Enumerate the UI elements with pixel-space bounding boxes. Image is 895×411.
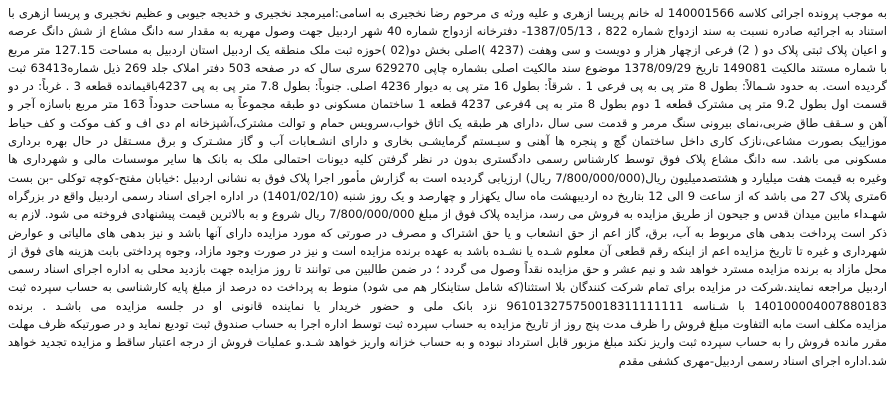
notice-line: مقرر مانده فروش را به حساب سپرده ثبت واریز نکند مبلغ مزبور قابل استرداد نبوده و به حساب خزانه واریز خواهد شـد.و عملیات فروش از درجه اعتبار ساقط و مزایده تجدید خواهد [8, 335, 887, 350]
notice-line: با شماره مستند مالکیت 149081 تاریخ 1378/09/29 موضوع سند مالکیت اصلی بشماره چاپی 629270 سری سال که در صفحه 503 دفتر املاک جلد 269 ذیل شماره63413 ثبت [8, 60, 887, 75]
notice-line: اردبیل مراجعه نمایند.شرکت در مزایده برای تمام شرکت کنندگان بلا استثنا(که شامل ستاینکار هم می شود) منوط به پرداخت ده درصد از مبلغ پایه کارشناسی به حساب سپرده ثبت [8, 280, 887, 295]
notice-line: 140100004007880183 با شـناسه 961013275750018311111111 نزد بانک ملی و حضور خریدار یا نماینده قانونی او در جلسه مزایده می باشـد . برنده [8, 298, 887, 313]
notice-line: شهـداء مابین میدان قدس و جیحون از طریق مزایده به فروش می رسد، مزایده پلاک فوق از مبلغ 7/800/000/000 ریال شروع و به بالاترین قیمت پیشنهادی فروخته می شود. لازم به [8, 207, 887, 222]
notice-line: ذکر است پرداخت بدهی های مربوط به آب، برق، گاز اعم از حق انشعاب و یا حق اشتراک و مصرف در صورتی که مورد مزایده دارای آنها باشد و نیز بدهی های مالیاتی و عوارض [8, 225, 887, 240]
notice-line: قسمت اول بطول 9.2 متر پی مشترک قطعه 1 دوم بطول 8 متر به پی 4فرعی 4237 قطعه 1 ساختمان مسکونی دو طبقه مجموعاً به مساحت حدوداً 163 متر مربع باسازه آجر و [8, 97, 887, 112]
notice-line: وغیره به قیمت هفت میلیارد و هشتصدمیلیون ریال(7/800/000/000 ریال) ارزیابی گردیده است به گزارش مأمور اجرا پلاک فوق به نشانی اردبیل :خیابان مفتح-کوچه توکلی -بن بست [8, 170, 887, 185]
notice-line: موزاییک بصورت مشاعی،نازک کاری داخل ساختمان گچ و پنجره ها آهنی و سیـستم گرمایشـی بخاری و دارای انشـعابات آب و گاز مشـترک و برق مسـتقل در حال بهره برداری [8, 134, 887, 149]
notice-line: مزایده مکلف است مابه التفاوت مبلغ فروش را ظرف مدت پنج روز از تاریخ مزایده به حساب سپرده ثبت توسط اداره اجرا به حساب صندوق ثبت تودیع نماید و در صورتیکه ظرف مهلت [8, 317, 887, 332]
notice-line: گردیده است. به حدود شـمالاً: بطول 8 متر پی به پی فرعی 1 . شرقاً: بطول 16 متر پی به دیوار 4236 اصلی. جنوباً: بطول 7.8 متر پی به پی 4237باقیمانده قطعه 3 . غرباً: در دو [8, 79, 887, 94]
notice-signature-line: شد.اداره اجرای اسناد رسمی اردبیل-مهری کشفی مقدم [618, 353, 887, 368]
notice-line: به موجب پرونده اجرائی کلاسه 140001566 له خانم پریسا ازهری و علیه ورثه ی مرحوم رضا نخجیری به اسامی:امیرمجد نخجیری و خدیجه جیوبی و عظیم نخجیری و پریسا ازهری با [8, 6, 887, 20]
notice-line: و اعیان پلاک ثبتی پلاک دو ( 2) فرعی ازچهار هزار و دویست و سی وهفت (4237 )اصلی بخش دو(02 )حوزه ثبت ملک منطقه یک اردبیل استان اردبیل به مساحت 127.15 متر مربع [8, 42, 887, 57]
notice-line: 6متری پلاک 27 می باشد که از ساعت 9 الی 12 بتاریخ ده اردیبهشت ماه سال یکهزار و چهارصد و یک روز شنبه (1401/02/10) در اداره اجرای اسناد رسمی اردبیل واقع در بزرگراه [8, 188, 887, 203]
notice-line: استناد به اجرائیه صادره نسبت به سند ازدواج شماره 822 ، 1387/05/13- دفترخانه ازدواج شماره 40 شهر اردبیل جهت وصول مهریه به مقدار سه دانگ مشاع از شش دانگ عرصه [8, 24, 887, 39]
notice-line: مسکونی می باشد. سه دانگ مشاع پلاک فوق توسط کارشناس رسمی دادگستری بدون در نظر گرفتن کلیه دیونات احتمالی ملک به بانک ها سایر موسسات مالی و شهرداری ها [8, 152, 887, 167]
notice-line: آهن و سـقف طاق ضربی،نمای بیرونی سنگ مرمر و قدمت سی سال ،دارای هر طبقه یک اتاق خواب،سرویس حمام و توالت مشترک،آشپزخانه ام دی اف و کف موکت و کف حیاط [8, 115, 887, 130]
notice-line: شهرداری و غیره تا تاریخ مزایده اعم از اینکه رقم قطعی آن معلوم شـده یا نشـده باشد به عهده برنده مزایده است و نیز در صورت وجود مازاد، وجوه پرداختی بابت هزینه های فوق از [8, 243, 887, 258]
notice-line: محل مازاد به برنده مزایده مسترد خواهد شد و نیم عشر و حق مزایده نقداً وصول می گردد ؛ در ضمن طالبین می توانند تا روز مزایده جهت بازدید محلی به اداره اجرای اسناد رسمی [8, 262, 887, 277]
